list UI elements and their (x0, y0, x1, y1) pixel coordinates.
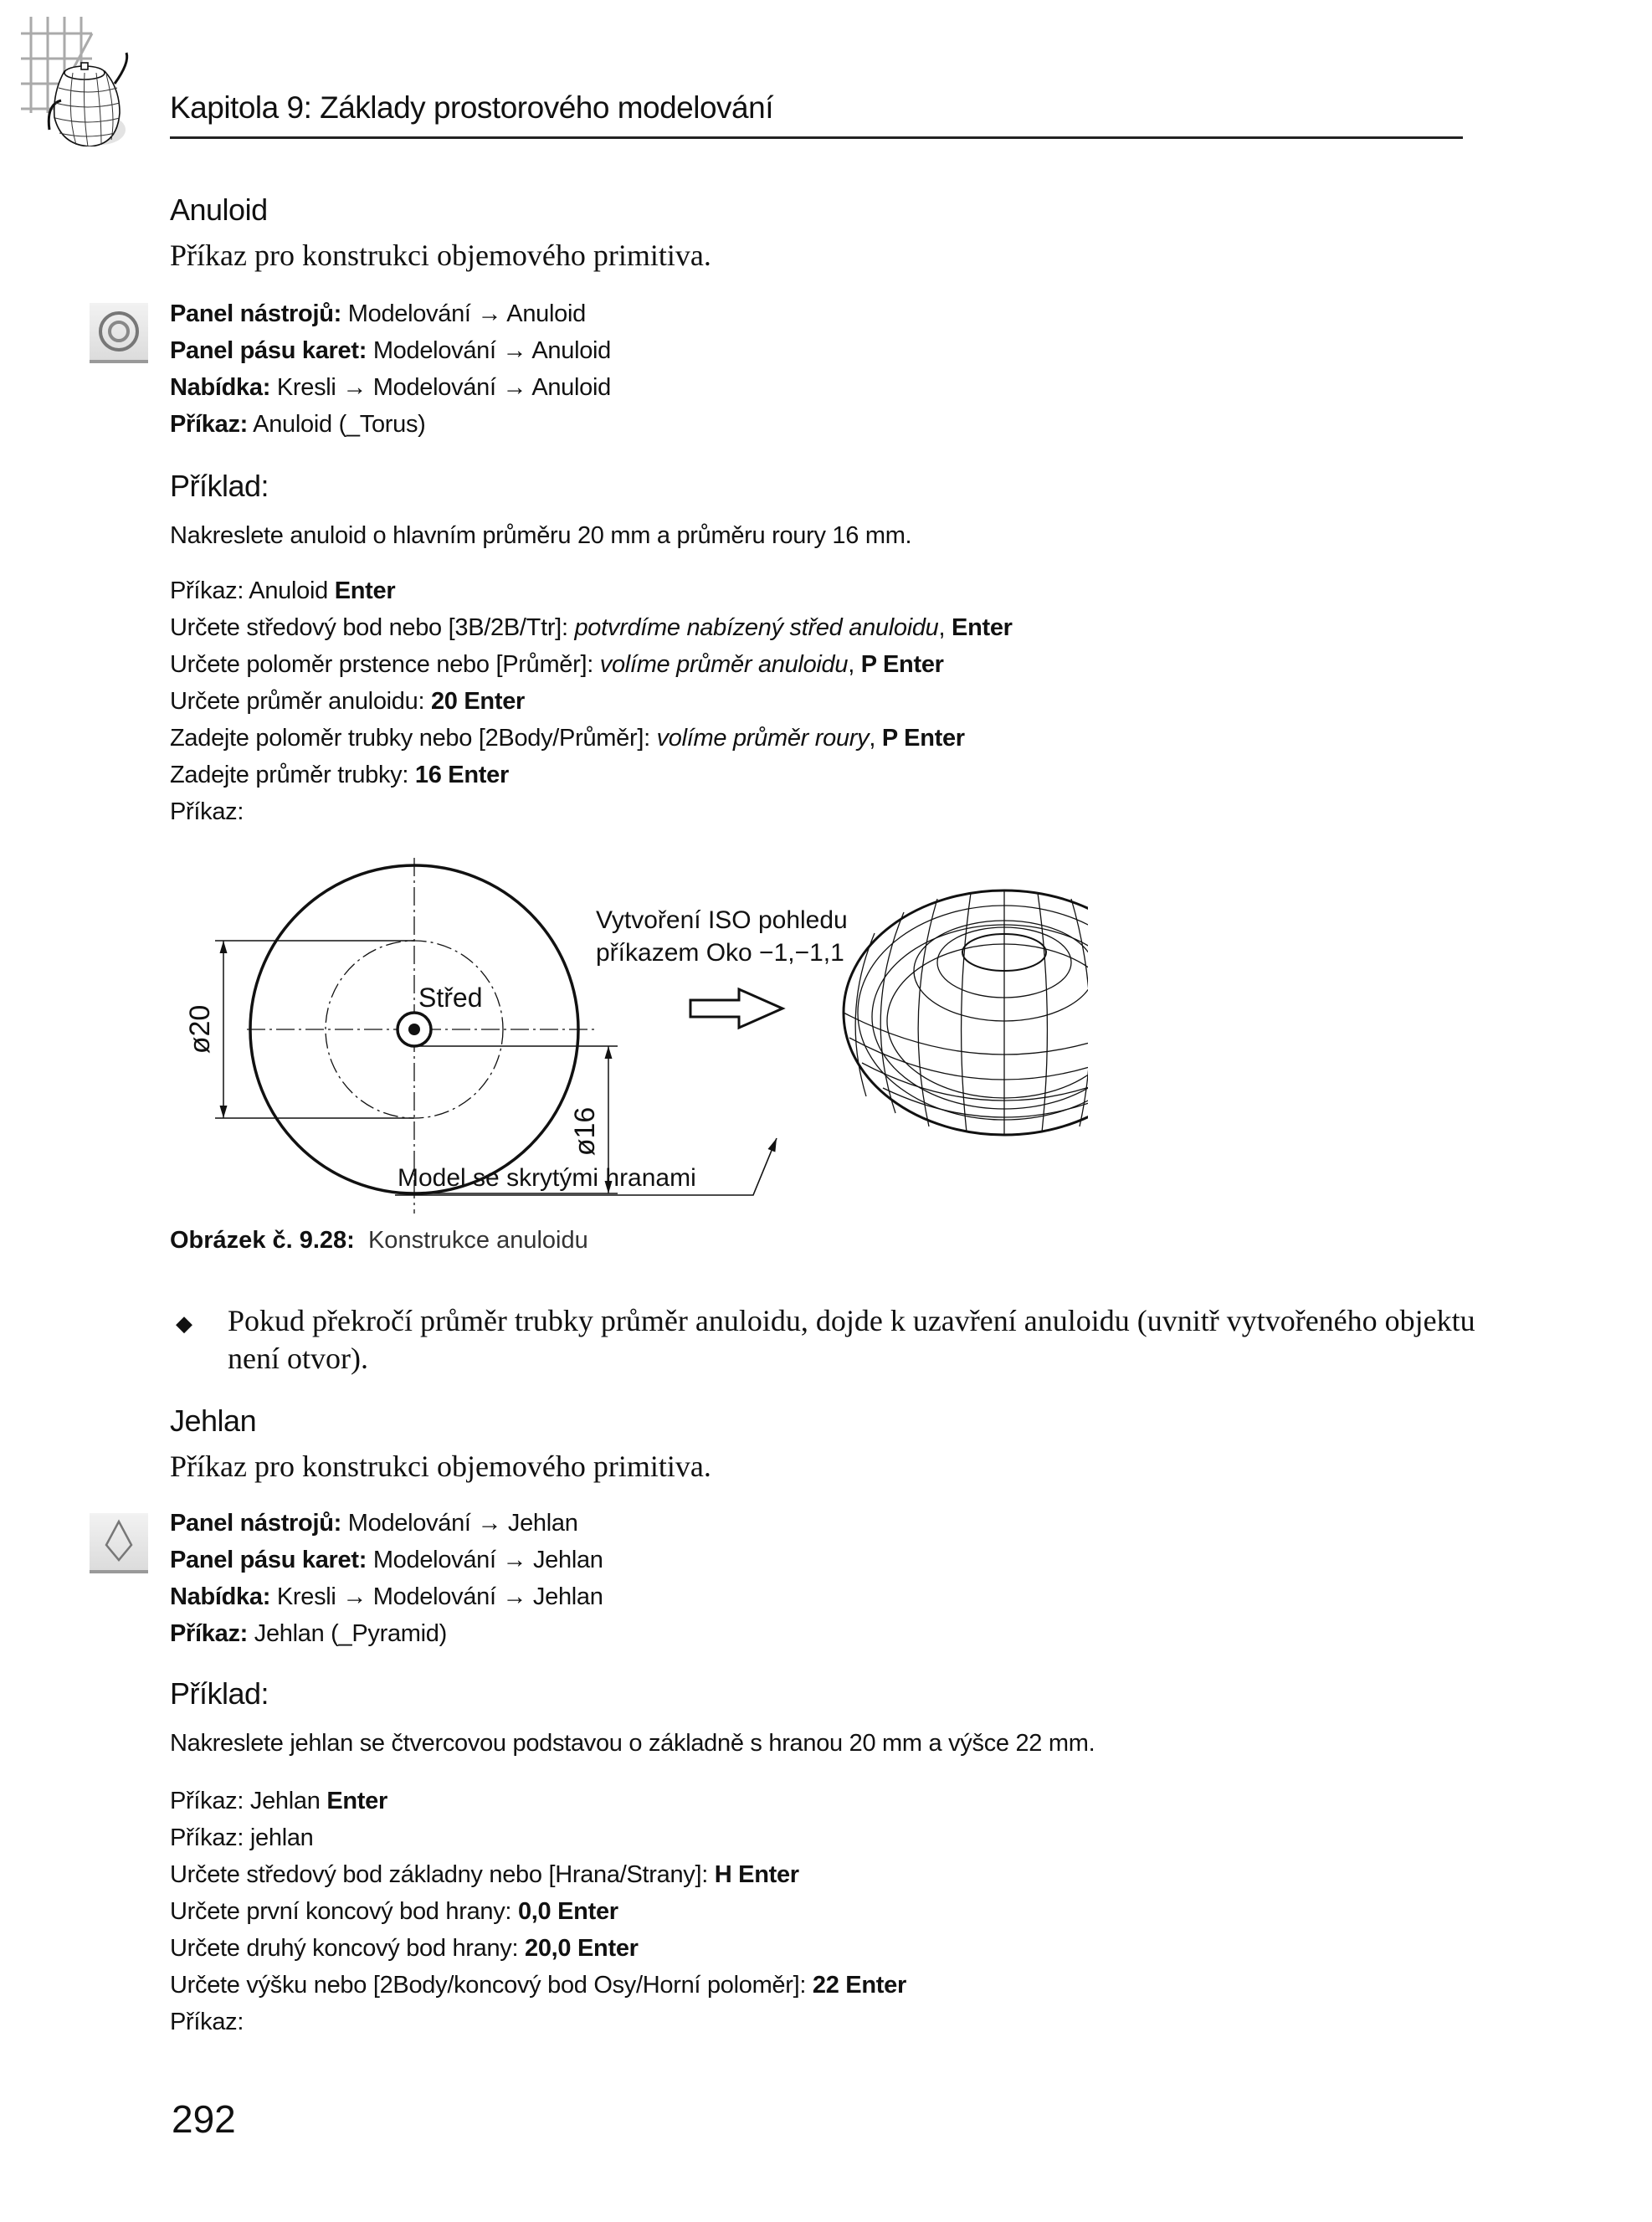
access-line: Nabídka: Kresli → Modelování → Jehlan (170, 1583, 603, 1610)
command-line: Určete průměr anuloidu: 20 Enter (170, 688, 526, 715)
teapot-wireframe-icon (21, 13, 155, 146)
access-line: Panel pásu karet: Modelování → Jehlan (170, 1547, 603, 1573)
section-title-jehlan: Jehlan (170, 1404, 257, 1438)
arrow-right-icon (690, 989, 782, 1028)
access-line: Nabídka: Kresli → Modelování → Anuloid (170, 374, 611, 401)
bullet-note: Pokud překročí průměr trubky průměr anuloidu, dojde k uzavření anuloidu (uvnitř vytvořeného objektu není otvor). (228, 1304, 1475, 1375)
section-description: Příkaz pro konstrukci objemového primitiva. (170, 1450, 711, 1483)
command-line: Určete středový bod nebo [3B/2B/Ttr]: potvrdíme nabízený střed anuloidu, Enter (170, 614, 1013, 641)
command-line: Příkaz: (170, 2009, 244, 2035)
command-line: Určete výšku nebo [2Body/koncový bod Osy/Horní poloměr]: 22 Enter (170, 1972, 906, 1999)
command-line: Určete druhý koncový bod hrany: 20,0 Enter (170, 1935, 639, 1962)
torus-wireframe (844, 890, 1088, 1135)
access-line: Příkaz: Jehlan (_Pyramid) (170, 1620, 447, 1647)
example-heading: Příklad: (170, 469, 269, 503)
iso-note-line1: Vytvoření ISO pohledu (596, 906, 848, 934)
command-line: Zadejte průměr trubky: 16 Enter (170, 762, 509, 788)
center-label: Střed (418, 983, 483, 1013)
example-task: Nakreslete jehlan se čtvercovou podstavou o základně s hranou 20 mm a výšce 22 mm. (170, 1730, 1095, 1757)
torus-tool-icon (90, 303, 148, 363)
command-line: Určete poloměr prstence nebo [Průměr]: volíme průměr anuloidu, P Enter (170, 651, 944, 678)
section-description: Příkaz pro konstrukci objemového primitiva. (170, 239, 711, 272)
access-line: Panel pásu karet: Modelování → Anuloid (170, 337, 612, 364)
pyramid-tool-icon (90, 1513, 148, 1573)
example-heading: Příklad: (170, 1676, 269, 1711)
command-line: Příkaz: jehlan (170, 1824, 314, 1851)
command-line: Příkaz: Anuloid Enter (170, 577, 396, 604)
access-line: Panel nástrojů: Modelování → Anuloid (170, 300, 586, 327)
command-line: Příkaz: (170, 798, 244, 825)
model-note: Model se skrytými hranami (398, 1164, 696, 1192)
torus-construction-figure (167, 845, 1088, 1222)
diamond-bullet-icon: ◆ (176, 1311, 192, 1336)
figure-caption: Obrázek č. 9.28: Konstrukce anuloidu (170, 1227, 588, 1254)
access-line: Příkaz: Anuloid (_Torus) (170, 411, 426, 438)
dim-tube-label: ø16 (569, 1106, 601, 1157)
header-rule (170, 136, 1463, 139)
chapter-title: Kapitola 9: Základy prostorového modelování (170, 90, 773, 125)
access-line: Panel nástrojů: Modelování → Jehlan (170, 1510, 578, 1537)
page-number: 292 (172, 2097, 236, 2141)
command-line: Určete první koncový bod hrany: 0,0 Enter (170, 1898, 618, 1925)
command-line: Příkaz: Jehlan Enter (170, 1788, 387, 1814)
command-line: Určete středový bod základny nebo [Hrana/Strany]: H Enter (170, 1861, 799, 1888)
section-title-anuloid: Anuloid (170, 192, 268, 227)
dim-outer-label: ø20 (184, 1004, 216, 1055)
command-line: Zadejte poloměr trubky nebo [2Body/Průměr]: volíme průměr roury, P Enter (170, 725, 965, 752)
example-task: Nakreslete anuloid o hlavním průměru 20 mm a průměru roury 16 mm. (170, 522, 912, 549)
iso-note-line2: příkazem Oko −1,−1,1 (596, 939, 844, 967)
